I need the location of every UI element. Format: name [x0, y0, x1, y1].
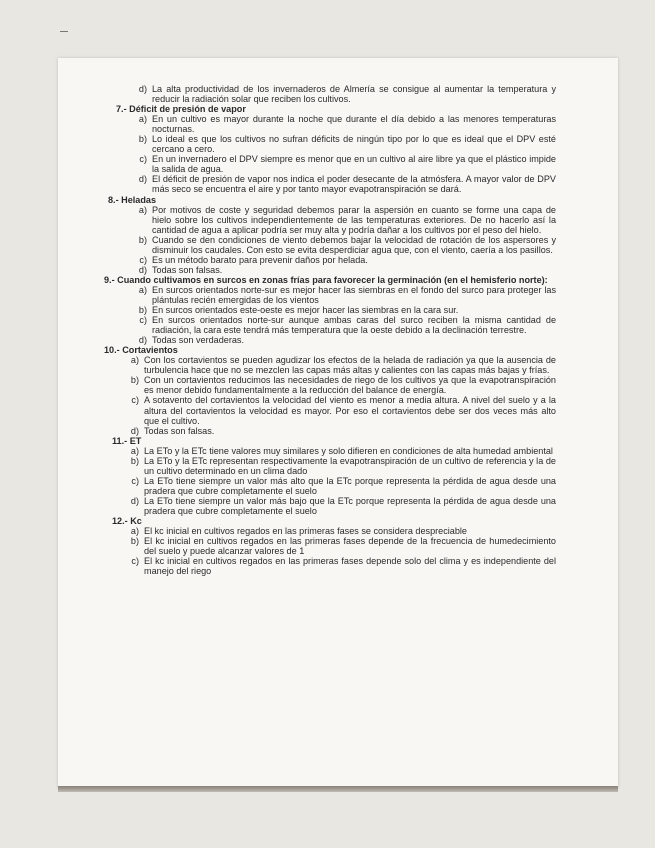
option-a	[122, 526, 556, 536]
question-title: 12.- Kc	[112, 516, 142, 527]
option-text: La ETo tiene siempre un valor más bajo que la ETc porque representa la pérdida de agua desde una pradera que cubre completamente el suelo	[144, 495, 556, 516]
option-letter: a)	[138, 204, 147, 215]
option-text: Todas son falsas.	[144, 425, 215, 436]
option-letter: c)	[131, 395, 139, 406]
option-c	[130, 255, 556, 265]
option-text: La ETo y la ETc tiene valores muy similares y solo difieren en condiciones de alta humedad ambiental	[144, 445, 553, 456]
option-a	[122, 446, 556, 456]
option-b	[130, 305, 556, 315]
option-d	[122, 496, 556, 516]
option-text: Todas son verdaderas.	[152, 335, 245, 346]
option-letter: b)	[130, 455, 139, 466]
question-8	[104, 195, 556, 275]
option-text: El kc inicial en cultivos regados en las primeras fases se considera despreciable	[144, 526, 467, 537]
option-letter: c)	[131, 556, 139, 567]
option-letter: b)	[130, 375, 139, 386]
option-text: Lo ideal es que los cultivos no sufran déficits de ningún tipo por lo que es ideal que el DPV esté cercano a cero.	[152, 134, 556, 155]
option-letter: a)	[130, 526, 139, 537]
question-title: 8.- Heladas	[108, 194, 157, 205]
option-letter: c)	[131, 475, 139, 486]
option-a	[130, 114, 556, 134]
option-d	[130, 174, 556, 194]
option-c	[130, 315, 556, 335]
option-letter: a)	[138, 284, 147, 295]
option-text: Todas son falsas.	[152, 264, 223, 275]
option-d	[122, 426, 556, 436]
option-text: En surcos orientados este-oeste es mejor hacer las siembras en la cara sur.	[152, 305, 459, 316]
option-b	[130, 134, 556, 154]
option-text: La ETo tiene siempre un valor más alto que la ETc porque representa la pérdida de agua desde una pradera que cubre completamente el suelo	[144, 475, 556, 496]
option-letter: b)	[138, 234, 147, 245]
option-text: Es un método barato para prevenir daños por helada.	[152, 254, 368, 265]
option-letter: d)	[138, 174, 147, 185]
question-12	[104, 516, 556, 576]
option-text: La alta productividad de los invernaderos de Almería se consigue al aumentar la temperatura y reducir la radiación solar que reciben los cultivos.	[152, 84, 556, 105]
option-letter: c)	[139, 315, 147, 326]
option-c	[130, 154, 556, 174]
option-c	[122, 395, 556, 425]
option-text: En un invernadero el DPV siempre es menor que en un cultivo al aire libre ya que el plástico impide la salida de agua.	[152, 154, 556, 175]
question-title: 11.- ET	[112, 435, 142, 446]
option-letter: b)	[138, 305, 147, 316]
question-title: 10.- Cortavientos	[104, 345, 178, 356]
option-letter: a)	[130, 355, 139, 366]
option-letter: d)	[138, 335, 147, 346]
question-9	[104, 275, 556, 345]
option-letter: d)	[130, 495, 139, 506]
option-text: Con los cortavientos se pueden agudizar los efectos de la helada de radiación ya que la ausencia de turbulencia hace que no se mezclen las capas más altas y calientes con las capas más bajas y frías.	[144, 355, 556, 376]
question-title: 9.- Cuando cultivamos en surcos en zonas frías para favorecer la germinación (en el hemisferio norte):	[104, 274, 548, 285]
option-text: El kc inicial en cultivos regados en las primeras fases depende de la frecuencia de humedecimiento del suelo y puede alcanzar valores de 1	[144, 536, 556, 557]
option-text: Con un cortavientos reducimos las necesidades de riego de los cultivos ya que la evapotranspiración es menor debido fundamentalmente a la reducción del balance de energía.	[144, 375, 556, 396]
option-text: Por motivos de coste y seguridad debemos parar la aspersión en cuanto se forme una capa de hielo sobre los cultivos independientemente de las temperaturas exteriores. De no hacerlo así la cantidad de agua a aplicar podría ser muy alta y podría dañar a los cultivos por el peso del hielo.	[152, 204, 556, 235]
option-letter: a)	[130, 445, 139, 456]
option-text: Cuando se den condiciones de viento debemos bajar la velocidad de rotación de los aspersores y disminuir los caudales. Con esto se evita desperdiciar agua que, con el viento, caería a los pasillos.	[152, 234, 556, 255]
option-letter: a)	[138, 114, 147, 125]
option-d	[130, 265, 556, 275]
option-text: En surcos orientados norte-sur es mejor hacer las siembras en el fondo del surco para proteger las plántulas recién emergidas de los vientos	[152, 284, 556, 305]
option-d	[130, 335, 556, 345]
option-a	[130, 205, 556, 235]
question-10	[104, 345, 556, 435]
option-letter: c)	[139, 154, 147, 165]
scan-mark	[60, 31, 68, 32]
option-c	[122, 476, 556, 496]
option-letter: b)	[138, 134, 147, 145]
option-letter: d)	[138, 264, 147, 275]
option-c	[122, 556, 556, 576]
option-text: El kc inicial en cultivos regados en las primeras fases depende solo del clima y es independiente del manejo del riego	[144, 556, 556, 577]
option-letter: d)	[138, 84, 147, 94]
option-text: En un cultivo es mayor durante la noche que durante el día debido a las menores temperaturas nocturnas.	[152, 114, 556, 135]
option-b	[122, 536, 556, 556]
option-letter: b)	[130, 536, 139, 547]
question-7	[104, 104, 556, 194]
question-title: 7.- Déficit de presión de vapor	[116, 104, 246, 115]
scan-bottom-edge	[58, 786, 618, 792]
option-b	[130, 235, 556, 255]
option-text: El déficit de presión de vapor nos indica el poder desecante de la atmósfera. A mayor valor de DPV más seco se encuentra el aire y por tanto mayor evapotranspiración se dará.	[152, 174, 556, 195]
option-a	[130, 285, 556, 305]
option-b	[122, 456, 556, 476]
option-b	[122, 375, 556, 395]
question-11	[104, 436, 556, 516]
option-text: En surcos orientados norte-sur aunque ambas caras del surco reciben la misma cantidad de radiación, la cara este tendrá más temperatura que la oeste debido a la declinación terrestre.	[152, 315, 556, 336]
option-a	[122, 355, 556, 375]
option-text: A sotavento del cortavientos la velocidad del viento es menor a media altura. A nivel del suelo y a la altura del cortavientos la velocidad es mayor. Por eso el cortavientos debe ser dos veces más alto que el cultivo.	[144, 395, 556, 426]
option-text: La ETo y la ETc representan respectivamente la evapotranspiración de un cultivo de referencia y la de un cultivo determinado en un clima dado	[144, 455, 556, 476]
prev-option-d	[130, 84, 556, 104]
option-letter: d)	[130, 425, 139, 436]
document-body	[104, 84, 556, 576]
option-letter: c)	[139, 254, 147, 265]
